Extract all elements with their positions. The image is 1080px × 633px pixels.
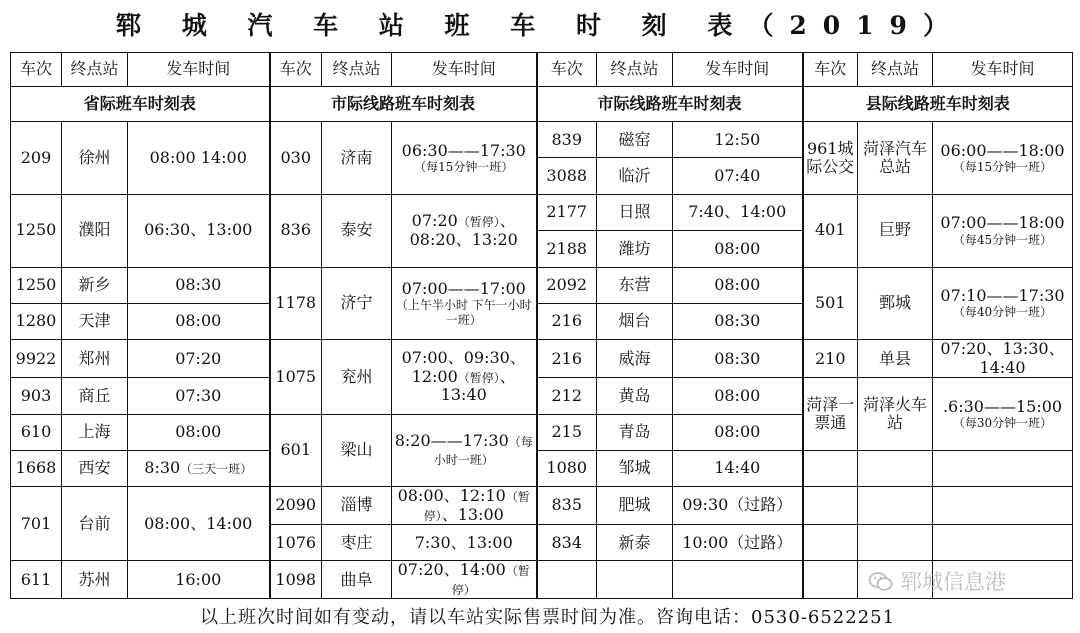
header-cell: 终点站 [858,53,933,87]
departure-time: 08:00 [673,231,803,267]
time-note: （上午半小时 下午一小时一班） [395,298,532,327]
empty-cell [933,525,1073,561]
route-number: 1075 [270,340,322,414]
departure-time [392,340,537,414]
table-row [11,378,1073,414]
route-number: 839 [537,122,597,158]
departure-time: 08:30 [673,340,803,378]
route-number: 961城际公交 [803,122,858,195]
section-title: 县际线路班车时刻表 [803,87,1073,122]
header-cell: 发车时间 [392,53,537,87]
time-text: .6:30——15:00 [942,396,1063,416]
destination: 徐州 [62,122,128,195]
time-text: 8:30 [144,458,181,478]
departure-time: 08:00 [673,414,803,450]
empty-cell [803,487,858,525]
time-note: （每45分钟一班） [952,232,1053,247]
time-text: 8:20——17:30 [394,431,509,451]
destination: 肥城 [597,487,673,525]
header-cell: 发车时间 [673,53,803,87]
route-number: 834 [537,525,597,561]
header-cell: 车次 [270,53,322,87]
route-number: 9922 [11,340,62,378]
departure-time: 07:20 [128,340,270,378]
route-number: 2177 [537,194,597,230]
destination: 曲阜 [322,561,392,599]
departure-time: 08:30 [673,303,803,339]
empty-cell [933,487,1073,525]
section-title: 市际线路班车时刻表 [270,87,537,122]
route-number: 030 [270,122,322,195]
time-note: （每40分钟一班） [952,305,1053,320]
time-note: （每15分钟一班） [414,159,514,174]
departure-time [933,194,1073,267]
section-title: 市际线路班车时刻表 [537,87,803,122]
route-number: 903 [11,378,62,414]
header-cell: 车次 [803,53,858,87]
header-row [11,53,1073,87]
time-text: 07:00——18:00 [940,213,1065,233]
destination: 日照 [597,194,673,230]
destination: 单县 [858,340,933,378]
departure-time: 08:00 [128,303,270,339]
section-title: 省际班车时刻表 [11,87,270,122]
destination: 淄博 [322,487,392,525]
destination: 青岛 [597,414,673,450]
route-number: 1250 [11,194,62,267]
time-note: （每小时一班） [433,435,533,468]
route-number: 1250 [11,267,62,303]
section-row [11,87,1073,122]
destination: 天津 [62,303,128,339]
watermark-text: 郓城信息港 [901,570,1006,594]
time-note: （暂停） [423,490,530,523]
departure-time: 07:20、13:30、14:40 [933,340,1073,378]
destination: 菏泽火车站 [858,378,933,451]
destination: 鄄城 [858,267,933,340]
time-note: （每30分钟一班） [952,416,1053,431]
destination: 泰安 [322,194,392,267]
destination: 邹城 [597,450,673,486]
time-note: （暂停） [451,564,530,597]
departure-time: 14:40 [673,450,803,486]
time-text: 07:10——17:30 [940,286,1065,306]
time-note: （暂停） [457,370,500,385]
table-row [11,340,1073,378]
destination: 菏泽汽车总站 [858,122,933,195]
destination: 潍坊 [597,231,673,267]
route-number: 215 [537,414,597,450]
departure-time [933,267,1073,340]
departure-time [392,194,537,267]
empty-cell [803,525,858,561]
destination: 威海 [597,340,673,378]
time-text: 06:00——18:00 [940,140,1065,160]
route-number: 1076 [270,525,322,561]
route-number: 216 [537,303,597,339]
table-row [11,487,1073,525]
departure-time: 08:00 [673,378,803,414]
header-cell: 终点站 [597,53,673,87]
header-cell: 终点站 [62,53,128,87]
departure-time: 12:50 [673,122,803,158]
route-number: 1280 [11,303,62,339]
time-note: （暂停） [457,215,500,230]
route-number: 210 [803,340,858,378]
departure-time: 07:30 [128,378,270,414]
page-title: 郓 城 汽 车 站 班 车 时 刻 表（2019） [116,11,964,40]
time-note: （每15分钟一班） [952,159,1053,174]
route-number: 菏泽一票通 [803,378,858,451]
departure-time [933,378,1073,451]
destination: 巨野 [858,194,933,267]
route-number: 611 [11,561,62,599]
destination: 黄岛 [597,378,673,414]
schedule-table [10,52,1073,599]
departure-time: 08:00 [128,414,270,450]
route-number: 610 [11,414,62,450]
table-row [11,450,1073,486]
time-text: 07:00——17:00 [401,278,526,298]
header-cell: 车次 [537,53,597,87]
departure-time: 08:30 [128,267,270,303]
departure-time: 08:00 [673,267,803,303]
departure-time: 06:30、13:00 [128,194,270,267]
time-text: 08:00、12:10 [397,486,506,506]
destination: 东营 [597,267,673,303]
time-text: 06:30——17:30 [401,140,526,160]
route-number: 401 [803,194,858,267]
route-number: 1080 [537,450,597,486]
header-cell: 发车时间 [128,53,270,87]
departure-time: 08:00、14:00 [128,487,270,561]
route-number: 835 [537,487,597,525]
table-row [11,122,1073,158]
route-number: 2188 [537,231,597,267]
empty-cell [858,450,933,486]
time-text: 、13:40 [440,366,516,405]
departure-time [392,414,537,487]
table-row [11,194,1073,230]
route-number: 3088 [537,158,597,194]
destination: 商丘 [62,378,128,414]
time-text: 、08:20、13:20 [409,211,518,249]
destination: 磁窑 [597,122,673,158]
destination: 台前 [62,487,128,561]
departure-time [128,450,270,486]
empty-cell [858,525,933,561]
time-text: 07:00、09:30、12:00 [401,348,526,386]
route-number: 501 [803,267,858,340]
departure-time: 09:30（过路） [673,487,803,525]
departure-time: 7:40、14:00 [673,194,803,230]
empty-cell [537,561,597,599]
departure-time [392,561,537,599]
route-number: 2090 [270,487,322,525]
empty-cell [673,561,803,599]
route-number: 212 [537,378,597,414]
time-text: 、13:00 [441,504,504,524]
destination: 梁山 [322,414,392,487]
destination: 济南 [322,122,392,195]
empty-cell [803,450,858,486]
footer-note: 以上班次时间如有变动，请以车站实际售票时间为准。咨询电话：0530-6522251 [200,607,896,628]
destination: 临沂 [597,158,673,194]
destination: 西安 [62,450,128,486]
departure-time: 08:00 14:00 [128,122,270,195]
destination: 新乡 [62,267,128,303]
destination: 上海 [62,414,128,450]
route-number: 601 [270,414,322,487]
destination: 枣庄 [322,525,392,561]
destination: 苏州 [62,561,128,599]
table-row [11,267,1073,303]
route-number: 701 [11,487,62,561]
destination: 濮阳 [62,194,128,267]
header-cell: 车次 [11,53,62,87]
empty-cell [858,487,933,525]
empty-cell [803,561,858,599]
departure-time: 07:40 [673,158,803,194]
departure-time: 10:00（过路） [673,525,803,561]
route-number: 836 [270,194,322,267]
route-number: 1178 [270,267,322,340]
route-number: 209 [11,122,62,195]
destination: 郑州 [62,340,128,378]
destination: 济宁 [322,267,392,340]
route-number: 1098 [270,561,322,599]
route-number: 2092 [537,267,597,303]
empty-cell [933,450,1073,486]
destination: 烟台 [597,303,673,339]
header-cell: 发车时间 [933,53,1073,87]
empty-cell [597,561,673,599]
departure-time [392,487,537,525]
route-number: 1668 [11,450,62,486]
wechat-icon [868,569,894,595]
departure-time: 7:30、13:00 [392,525,537,561]
departure-time: 16:00 [128,561,270,599]
departure-time [392,122,537,195]
departure-time [392,267,537,340]
departure-time [933,122,1073,195]
header-cell: 终点站 [322,53,392,87]
time-text: 07:20、14:00 [397,560,506,580]
time-text: 07:20 [411,211,458,231]
destination: 新泰 [597,525,673,561]
route-number: 216 [537,340,597,378]
time-note: （三天一班） [180,462,253,477]
destination: 兖州 [322,340,392,414]
